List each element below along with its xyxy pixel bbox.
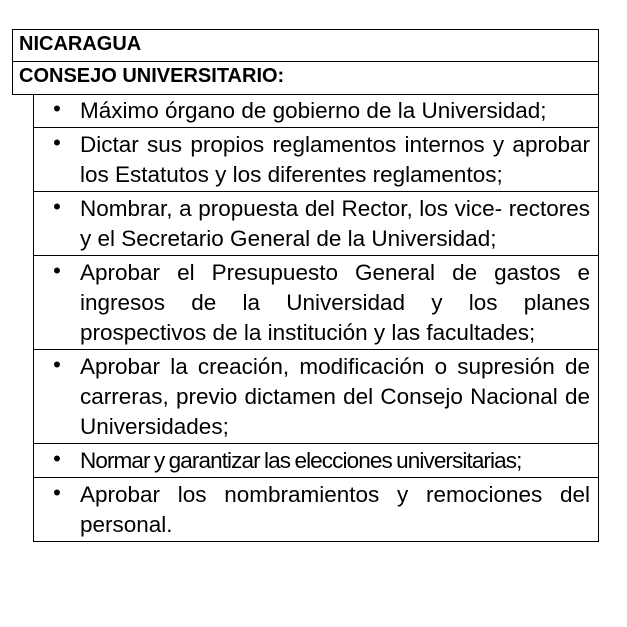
list-item-text: Máximo órgano de gobierno de la Universidad; <box>80 98 547 123</box>
bullet-icon: • <box>53 96 61 121</box>
list-item-text: Aprobar los nombramientos y remociones del personal. <box>80 482 590 537</box>
functions-list <box>33 94 599 542</box>
council-header <box>12 61 599 95</box>
list-item <box>34 128 598 192</box>
bullet-icon: • <box>53 194 61 219</box>
country-header <box>12 29 599 62</box>
list-item <box>34 478 598 541</box>
bullet-icon: • <box>53 258 61 283</box>
list-item-text: Aprobar la creación, modificación o supresión de carreras, previo dictamen del Consejo Nacional de Universidades; <box>80 354 590 439</box>
bullet-icon: • <box>53 480 61 505</box>
list-item-text: Aprobar el Presupuesto General de gastos e ingresos de la Universidad y los planes prospectivos de la institución y las facultades; <box>80 260 590 345</box>
list-item-text: Dictar sus propios reglamentos internos y aprobar los Estatutos y los diferentes reglamentos; <box>80 132 590 187</box>
list-item-text: Normar y garantizar las elecciones universitarias; <box>80 448 522 473</box>
list-item <box>34 350 598 444</box>
bullet-icon: • <box>53 130 61 155</box>
list-item <box>34 192 598 256</box>
country-label: NICARAGUA <box>19 33 142 55</box>
bullet-icon: • <box>53 446 61 471</box>
list-item <box>34 444 598 478</box>
bullet-icon: • <box>53 352 61 377</box>
list-item <box>34 256 598 350</box>
list-item <box>34 94 598 128</box>
list-item-text: Nombrar, a propuesta del Rector, los vice- rectores y el Secretario General de la Universidad; <box>80 196 590 251</box>
council-label: CONSEJO UNIVERSITARIO: <box>19 65 285 87</box>
